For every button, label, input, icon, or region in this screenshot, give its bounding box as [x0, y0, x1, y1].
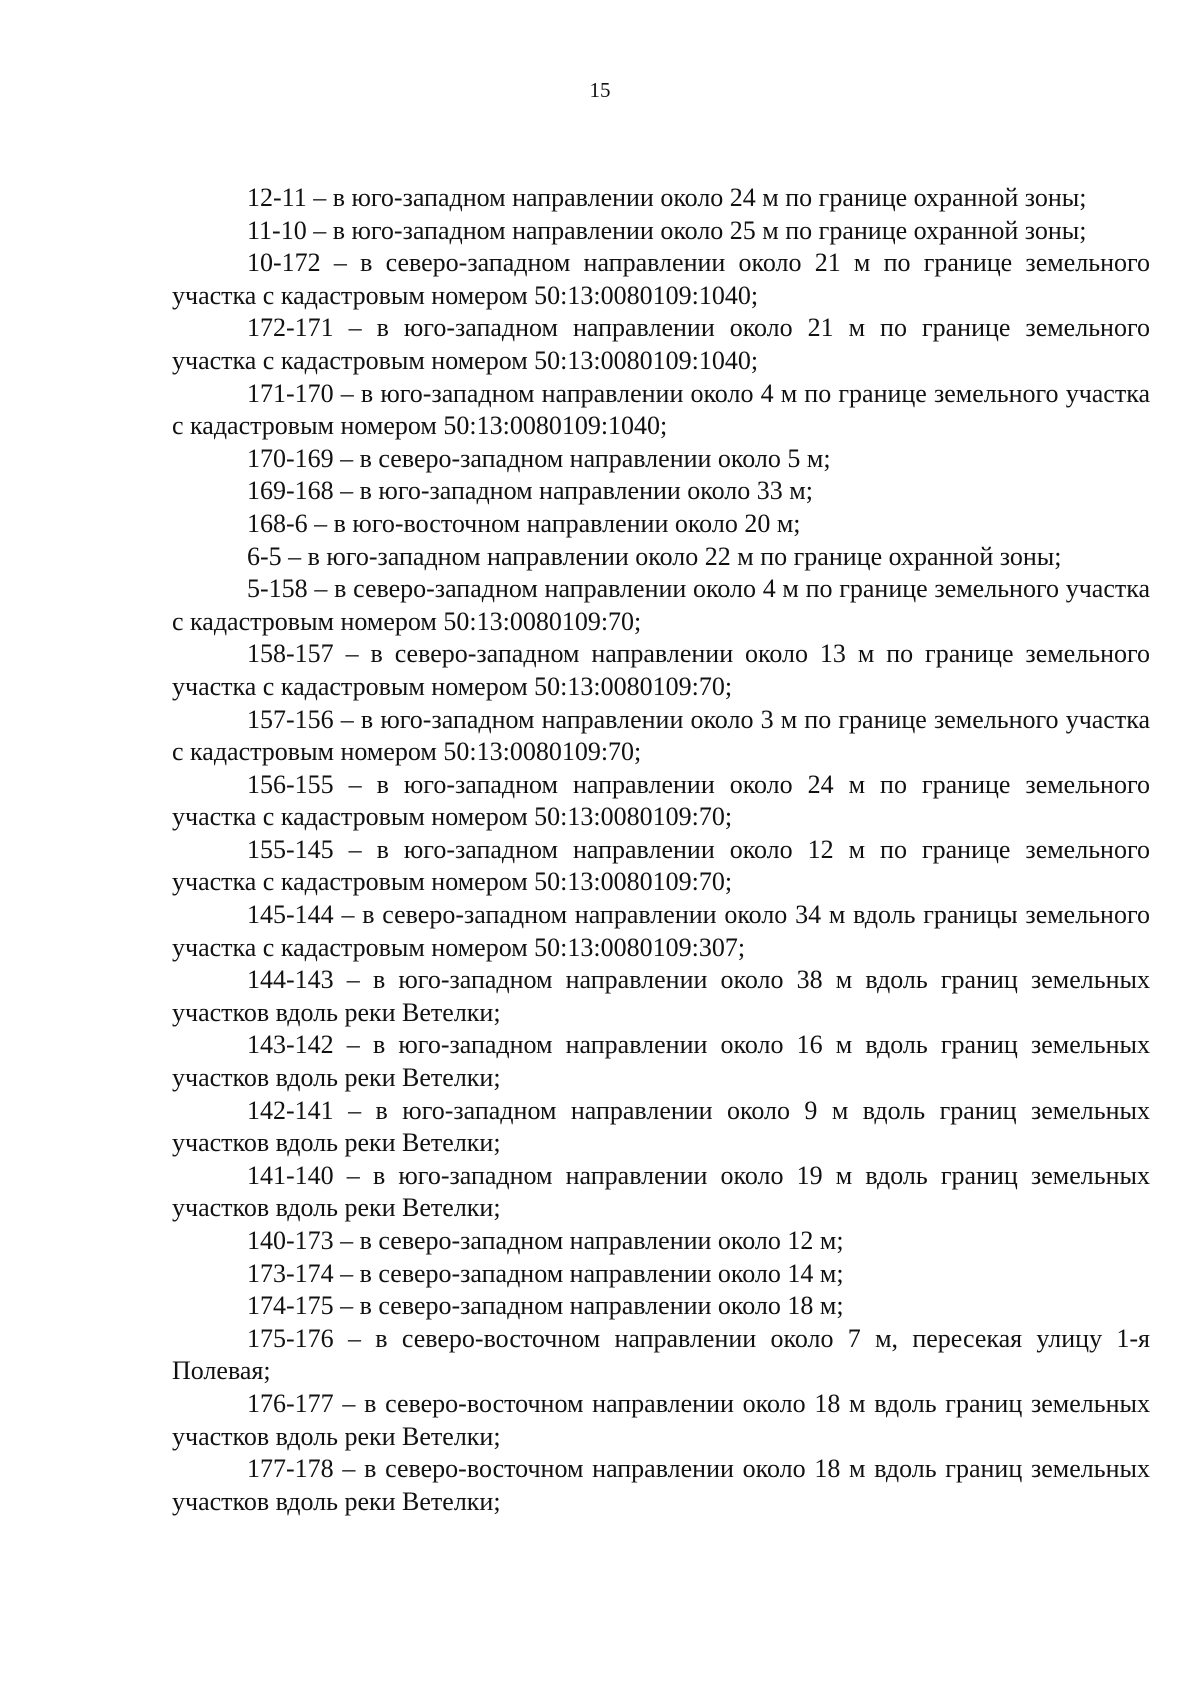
paragraph-12: 157-156 – в юго-западном направлении около 3 м по границе земельного участка с кадастровым номером 50:13:0080109:70;	[172, 704, 1150, 767]
paragraph-3: 10-172 – в северо-западном направлении около 21 м по границе земельного участка с кадастровым номером 50:13:0080109:1040;	[172, 248, 1150, 310]
paragraph-20: 140-173 – в северо-западном направлении около 12 м;	[247, 1226, 844, 1255]
paragraph-13: 156-155 – в юго-западном направлении около 24 м по границе земельного участка с кадастровым номером 50:13:0080109:70;	[172, 769, 1150, 832]
page-number: 15	[589, 78, 611, 102]
paragraph-7: 169-168 – в юго-западном направлении около 33 м;	[247, 476, 813, 506]
paragraph-18: 142-141 – в юго-западном направлении около 9 м вдоль границ земельных участков вдоль реки Ветелки;	[172, 1095, 1150, 1158]
paragraph-16: 144-143 – в юго-западном направлении около 38 м вдоль границ земельных участков вдоль реки Ветелки;	[172, 965, 1150, 1027]
document-body	[172, 182, 1150, 1518]
paragraph-14: 155-145 – в юго-западном направлении около 12 м по границе земельного участка с кадастровым номером 50:13:0080109:70;	[172, 834, 1150, 897]
paragraph-2: 11-10 – в юго-западном направлении около 25 м по границе охранной зоны;	[247, 215, 1087, 245]
paragraph-4: 172-171 – в юго-западном направлении около 21 м по границе земельного участка с кадастровым номером 50:13:0080109:1040;	[172, 313, 1150, 375]
paragraph-1: 12-11 – в юго-западном направлении около 24 м по границе охранной зоны;	[247, 183, 1087, 212]
paragraph-8: 168-6 – в юго-восточном направлении около 20 м;	[247, 508, 801, 538]
paragraph-15: 145-144 – в северо-западном направлении около 34 м вдоль границы земельного участка с кадастровым номером 50:13:0080109:307;	[172, 900, 1150, 962]
paragraph-11: 158-157 – в северо-западном направлении около 13 м по границе земельного участка с кадастровым номером 50:13:0080109:70;	[172, 639, 1150, 701]
paragraph-6: 170-169 – в северо-западном направлении около 5 м;	[247, 443, 831, 473]
paragraph-5: 171-170 – в юго-западном направлении около 4 м по границе земельного участка с кадастровым номером 50:13:0080109:1040;	[172, 378, 1150, 441]
paragraph-10: 5-158 – в северо-западном направлении около 4 м по границе земельного участка с кадастровым номером 50:13:0080109:70;	[172, 574, 1150, 636]
paragraph-9: 6-5 – в юго-западном направлении около 22 м по границе охранной зоны;	[247, 541, 1062, 571]
paragraph-19: 141-140 – в юго-западном направлении около 19 м вдоль границ земельных участков вдоль реки Ветелки;	[172, 1160, 1150, 1223]
paragraph-24: 176-177 – в северо-восточном направлении около 18 м вдоль границ земельных участков вдоль реки Ветелки;	[172, 1388, 1150, 1451]
paragraph-21: 173-174 – в северо-западном направлении около 14 м;	[247, 1258, 844, 1288]
paragraph-23: 175-176 – в северо-восточном направлении около 7 м, пересекая улицу 1-я Полевая;	[172, 1323, 1150, 1386]
paragraph-25: 177-178 – в северо-восточном направлении около 18 м вдоль границ земельных участков вдоль реки Ветелки;	[172, 1454, 1150, 1516]
paragraph-22: 174-175 – в северо-западном направлении около 18 м;	[247, 1291, 844, 1321]
paragraph-17: 143-142 – в юго-западном направлении около 16 м вдоль границ земельных участков вдоль реки Ветелки;	[172, 1030, 1150, 1093]
